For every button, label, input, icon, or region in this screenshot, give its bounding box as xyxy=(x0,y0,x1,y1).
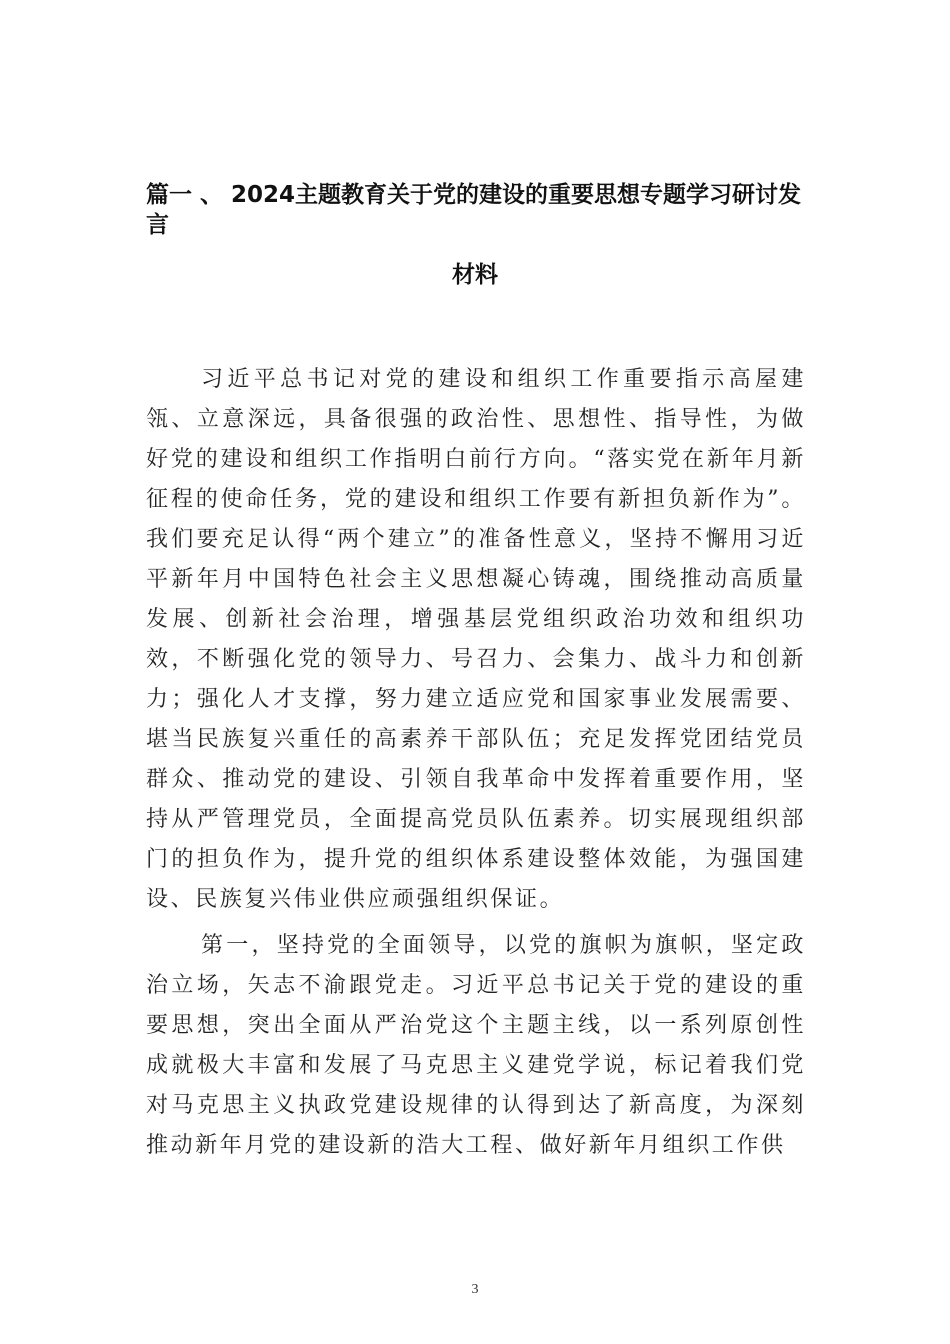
document-title: 篇一 、 2024主题教育关于党的建设的重要思想专题学习研讨发言 xyxy=(146,182,802,238)
body-paragraph: 第一，坚持党的全面领导，以党的旗帜为旗帜，坚定政治立场，矢志不渝跟党走。习近平总书记关于党的建设的重要思想，突出全面从严治党这个主题主线，以一系列原创性成就极大丰富和发展了马克思主义建党学说，标记着我们党对马克思主义执政党建设规律的认得到达了新高度，为深刻推动新年月党的建设新的浩大工程、做好新年月组织工作供 xyxy=(146,933,806,1158)
body-paragraph: 习近平总书记对党的建设和组织工作重要指示高屋建瓴、立意深远，具备很强的政治性、思想性、指导性，为做好党的建设和组织工作指明白前行方向。“落实党在新年月新征程的使命任务，党的建设和组织工作要有新担负新作为”。我们要充足认得“两个建立”的准备性意义，坚持不懈用习近平新年月中国特色社会主义思想凝心铸魂，围绕推动高质量发展、创新社会治理，增强基层党组织政治功效和组织功效，不断强化党的领导力、号召力、会集力、战斗力和创新力；强化人才支撑，努力建立适应党和国家事业发展需要、堪当民族复兴重任的高素养干部队伍；充足发挥党团结党员群众、推动党的建设、引领自我革命中发挥着重要作用，坚持从严管理党员，全面提高党员队伍素养。切实展现组织部门的担负作为，提升党的组织体系建设整体效能，为强国建设、民族复兴伟业供应顽强组织保证。 xyxy=(146,367,806,912)
page-number: 3 xyxy=(471,1282,479,1297)
document-subtitle: 材料 xyxy=(452,262,498,288)
document-body xyxy=(146,360,806,1172)
